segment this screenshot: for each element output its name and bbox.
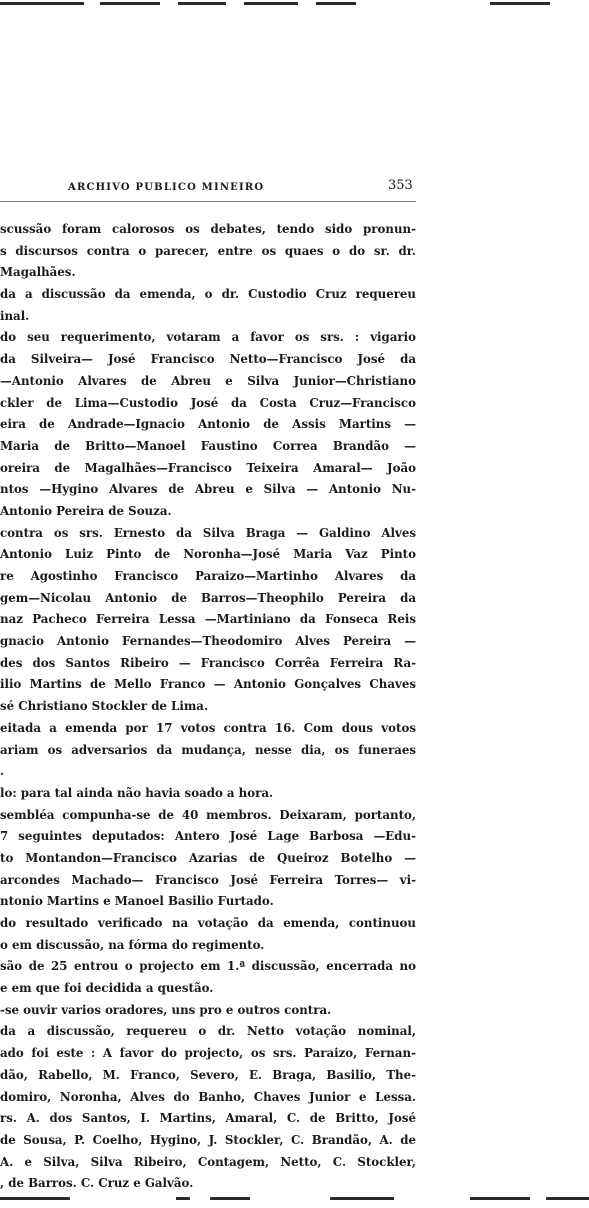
text-line: —Antonio Alvares de Abreu e Silva Junior—Christiano <box>0 373 416 388</box>
text-line: do seu requerimento, votaram a favor os srs. : vigario <box>0 330 416 345</box>
text-line: ado foi este : A favor do projecto, os srs. Paraizo, Fernan- <box>0 1046 416 1061</box>
text-line: sembléa compunha-se de 40 membros. Deixaram, portanto, <box>0 807 416 822</box>
text-line: ilio Martins de Mello Franco — Antonio Gonçalves Chaves <box>0 677 416 692</box>
text-line: ntos —Hygino Alvares de Abreu e Silva — Antonio Nu- <box>0 482 416 497</box>
text-line: re Agostinho Francisco Paraizo—Martinho Alvares da <box>0 569 416 583</box>
text-line: Antonio Pereira de Souza. <box>0 503 172 518</box>
text-line: 7 seguintes deputados: Antero José Lage Barbosa —Edu- <box>0 829 416 844</box>
text-line: dão, Rabello, M. Franco, Severo, E. Braga, Basilio, The- <box>0 1067 416 1082</box>
text-line: gem—Nicolau Antonio de Barros—Theophilo Pereira da <box>0 590 416 605</box>
text-line: . <box>0 764 5 779</box>
text-line: , de Barros. C. Cruz e Galvão. <box>0 1176 194 1191</box>
text-line: e em que foi decidida a questão. <box>0 981 214 996</box>
text-line: de Sousa, P. Coelho, Hygino, J. Stockler, C. Brandão, A. de <box>0 1132 416 1147</box>
text-line: sé Christiano Stockler de Lima. <box>0 699 209 714</box>
page-number: 353 <box>388 178 413 193</box>
text-line: -se ouvir varios oradores, uns pro e outros contra. <box>0 1002 332 1017</box>
text-line: ariam os adversarios da mudança, nesse dia, os funeraes <box>0 742 416 757</box>
text-line: são de 25 entrou o projecto em 1.ª discussão, encerrada no <box>0 959 416 974</box>
text-line: lo: para tal ainda não havia soado a hora. <box>0 785 274 800</box>
page-header <box>0 178 589 198</box>
text-line: da a discussão da emenda, o dr. Custodio Cruz requereu <box>0 287 416 302</box>
text-line: da a discussão, requereu o dr. Netto votação nominal, <box>0 1024 416 1039</box>
text-line: arcondes Machado— Francisco José Ferreira Torres— vi- <box>0 872 416 887</box>
text-line: ntonio Martins e Manoel Basilio Furtado. <box>0 894 274 909</box>
text-line: to Montandon—Francisco Azarias de Queiroz Botelho — <box>0 850 416 865</box>
text-line: da Silveira— José Francisco Netto—Francisco José da <box>0 352 416 367</box>
text-line: scussão foram calorosos os debates, tendo sido pronun- <box>0 222 416 236</box>
text-line: o em discussão, na fórma do regimento. <box>0 937 265 952</box>
text-line: rs. A. dos Santos, I. Martins, Amaral, C. de Britto, José <box>0 1111 416 1126</box>
text-line: Antonio Luiz Pinto de Noronha—José Maria Vaz Pinto <box>0 547 416 562</box>
bottom-decorative-rules <box>0 1196 589 1202</box>
text-line: A. e Silva, Silva Ribeiro, Contagem, Netto, C. Stockler, <box>0 1154 416 1169</box>
header-rule <box>0 201 416 203</box>
text-line: Magalhães. <box>0 265 76 280</box>
text-line: naz Pacheco Ferreira Lessa —Martiniano da Fonseca Reis <box>0 612 416 627</box>
running-title: ARCHIVO PUBLICO MINEIRO <box>68 182 265 193</box>
text-line: Maria de Britto—Manoel Faustino Correa Brandão — <box>0 438 416 453</box>
text-line: inal. <box>0 308 30 323</box>
body-text <box>0 219 416 1195</box>
text-line: domiro, Noronha, Alves do Banho, Chaves Junior e Lessa. <box>0 1089 416 1104</box>
text-line: ckler de Lima—Custodio José da Costa Cruz—Francisco <box>0 395 416 410</box>
text-line: do resultado verificado na votação da emenda, continuou <box>0 916 416 930</box>
text-line: oreira de Magalhães—Francisco Teixeira Amaral— João <box>0 460 416 475</box>
text-line: des dos Santos Ribeiro — Francisco Corrêa Ferreira Ra- <box>0 655 416 670</box>
text-line: gnacio Antonio Fernandes—Theodomiro Alves Pereira — <box>0 634 416 649</box>
text-line: eira de Andrade—Ignacio Antonio de Assis Martins — <box>0 417 416 432</box>
text-line: eitada a emenda por 17 votos contra 16. Com dous votos <box>0 720 416 735</box>
text-line: s discursos contra o parecer, entre os quaes o do sr. dr. <box>0 243 416 258</box>
text-line: contra os srs. Ernesto da Silva Braga — Galdino Alves <box>0 525 416 540</box>
